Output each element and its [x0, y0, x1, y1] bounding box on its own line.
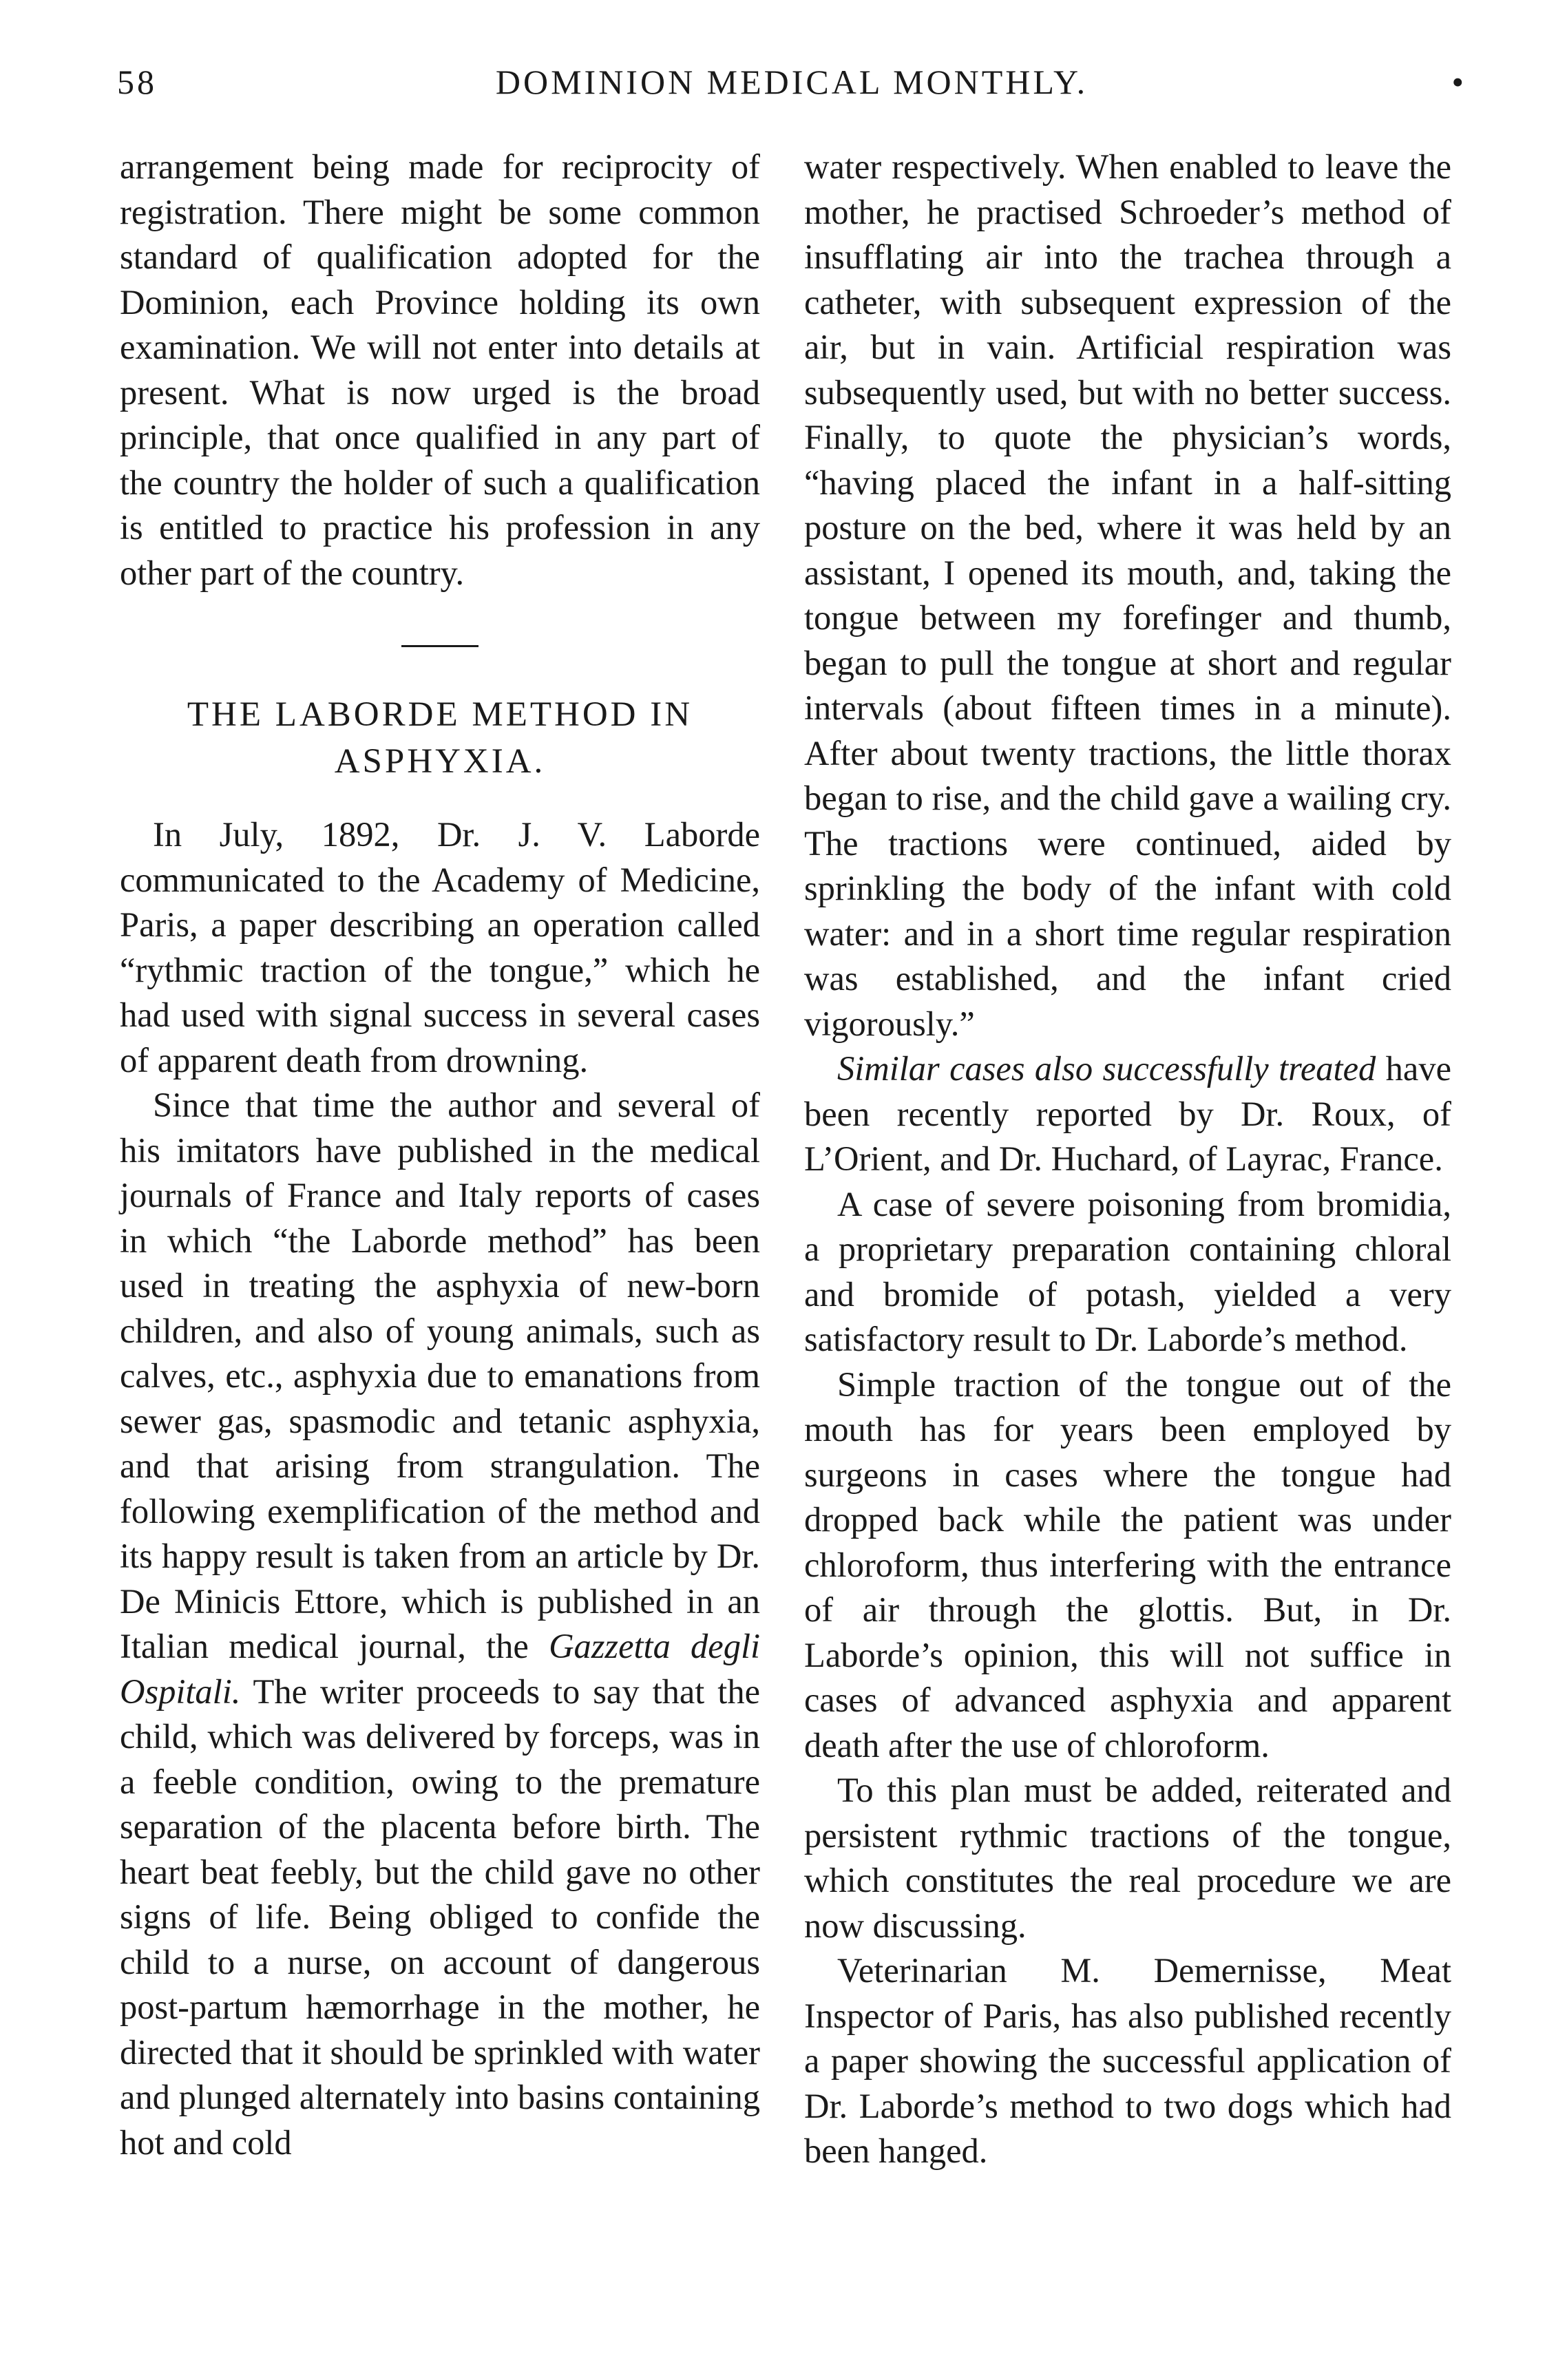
paragraph-simple-traction: Simple traction of the tongue out of the mouth has for years been employed by surgeons in cases where the tongue had dropped back while the patient was under chloroform, thus interfering with the entrance of air through the glottis. But, in Dr. Laborde’s opinion, this will not suffice in cases of advanced asphyxia and apparent death after the use of chloroform.	[804, 1365, 1451, 1765]
paragraph-reiterated-tractions: To this plan must be added, reiterated and persistent rythmic tractions of the tongue, which constitutes the real procedure we are now discussing.	[804, 1771, 1451, 1945]
running-title: DOMINION MEDICAL MONTHLY.	[495, 63, 1089, 101]
page-header	[117, 62, 1466, 117]
paragraph-bromidia: A case of severe poisoning from bromidia, a proprietary preparation containing chloral and bromide of potash, yielded a very satisfactory result to Dr. Laborde’s method.	[804, 1184, 1451, 1358]
similar-cases-italic: Similar cases also successfully treated	[837, 1049, 1376, 1088]
journal-title: Gazzetta degli Ospitali.	[120, 1627, 761, 1711]
article-title	[120, 691, 760, 785]
article-title-line-2: ASPHYXIA.	[334, 742, 546, 781]
paragraph-laborde-intro: In July, 1892, Dr. J. V. Laborde communicated to the Academy of Medicine, Paris, a paper describing an operation called “rythmic traction of the tongue,” which he had used with signal success in several cases of apparent death from drowning.	[120, 815, 760, 1080]
paragraph-imitators-continued: The writer proceeds to say that the child, which was delivered by forceps, was in a feeble condition, owing to the premature separation of the placenta before birth. The heart beat feebly, but the child gave no other signs of life. Being obliged to confide the child to a nurse, on account of dangerous post-partum hæmorrhage in the mother, he directed that it should be sprinkled with water and plunged alternately into basins containing hot and cold	[120, 1672, 760, 2162]
similar-cases-text: have been recently reported by Dr. Roux, of L’Orient, and Dr. Huchard, of Layrac, France.	[804, 1049, 1452, 1178]
header-dot: •	[1451, 63, 1466, 101]
paragraph-case-continued: water respectively. When enabled to leave the mother, he practised Schroeder’s method of insufflating air into the trachea through a catheter, with subsequent expression of the air, but in vain. Artificial respiration was subsequently used, but with no better success. Finally, to quote the physician’s words, “having placed the infant in a half-sitting posture on the bed, where it was held by an assistant, I opened its mouth, and, taking the tongue between my forefinger and thumb, began to pull the tongue at short and regular intervals (about fifteen times in a minute). After about twenty tractions, the little thorax began to rise, and the child gave a wailing cry. The tractions were continued, aided by sprinkling the body of the infant with cold water: and in a short time regular respiration was established, and the infant cried vigorously.”	[804, 147, 1451, 1043]
page-number: 58	[117, 63, 157, 101]
paragraph-imitators	[120, 1083, 760, 2165]
article-title-line-1: THE LABORDE METHOD IN	[187, 695, 693, 734]
right-column	[804, 145, 1451, 2174]
paragraph-imitators-text: Since that time the author and several of his imitators have published in the medical journals of France and Italy reports of cases in which “the Laborde method” has been used in treating the asphyxia of new-born children, and also of young animals, such as calves, etc., asphyxia due to emanations from sewer gas, spasmodic and tetanic asphyxia, and that arising from strangulation. The following exemplification of the method and its happy result is taken from an article by Dr. De Minicis Ettore, which is published in an Italian medical journal, the	[120, 1086, 760, 1665]
paragraph-registration: arrangement being made for reciprocity of registration. There might be some common standard of qualification adopted for the Dominion, each Province holding its own examination. We will not enter into details at present. What is now urged is the broad principle, that once qualified in any part of the country the holder of such a qualification is entitled to practice his profession in any other part of the country.	[120, 147, 760, 592]
left-column	[120, 145, 760, 2165]
section-divider	[401, 645, 478, 647]
paragraph-similar-cases	[804, 1046, 1451, 1182]
paragraph-veterinarian: Veterinarian M. Demernisse, Meat Inspector of Paris, has also published recently a paper showing the successful application of Dr. Laborde’s method to two dogs which had been hanged.	[804, 1951, 1451, 2170]
